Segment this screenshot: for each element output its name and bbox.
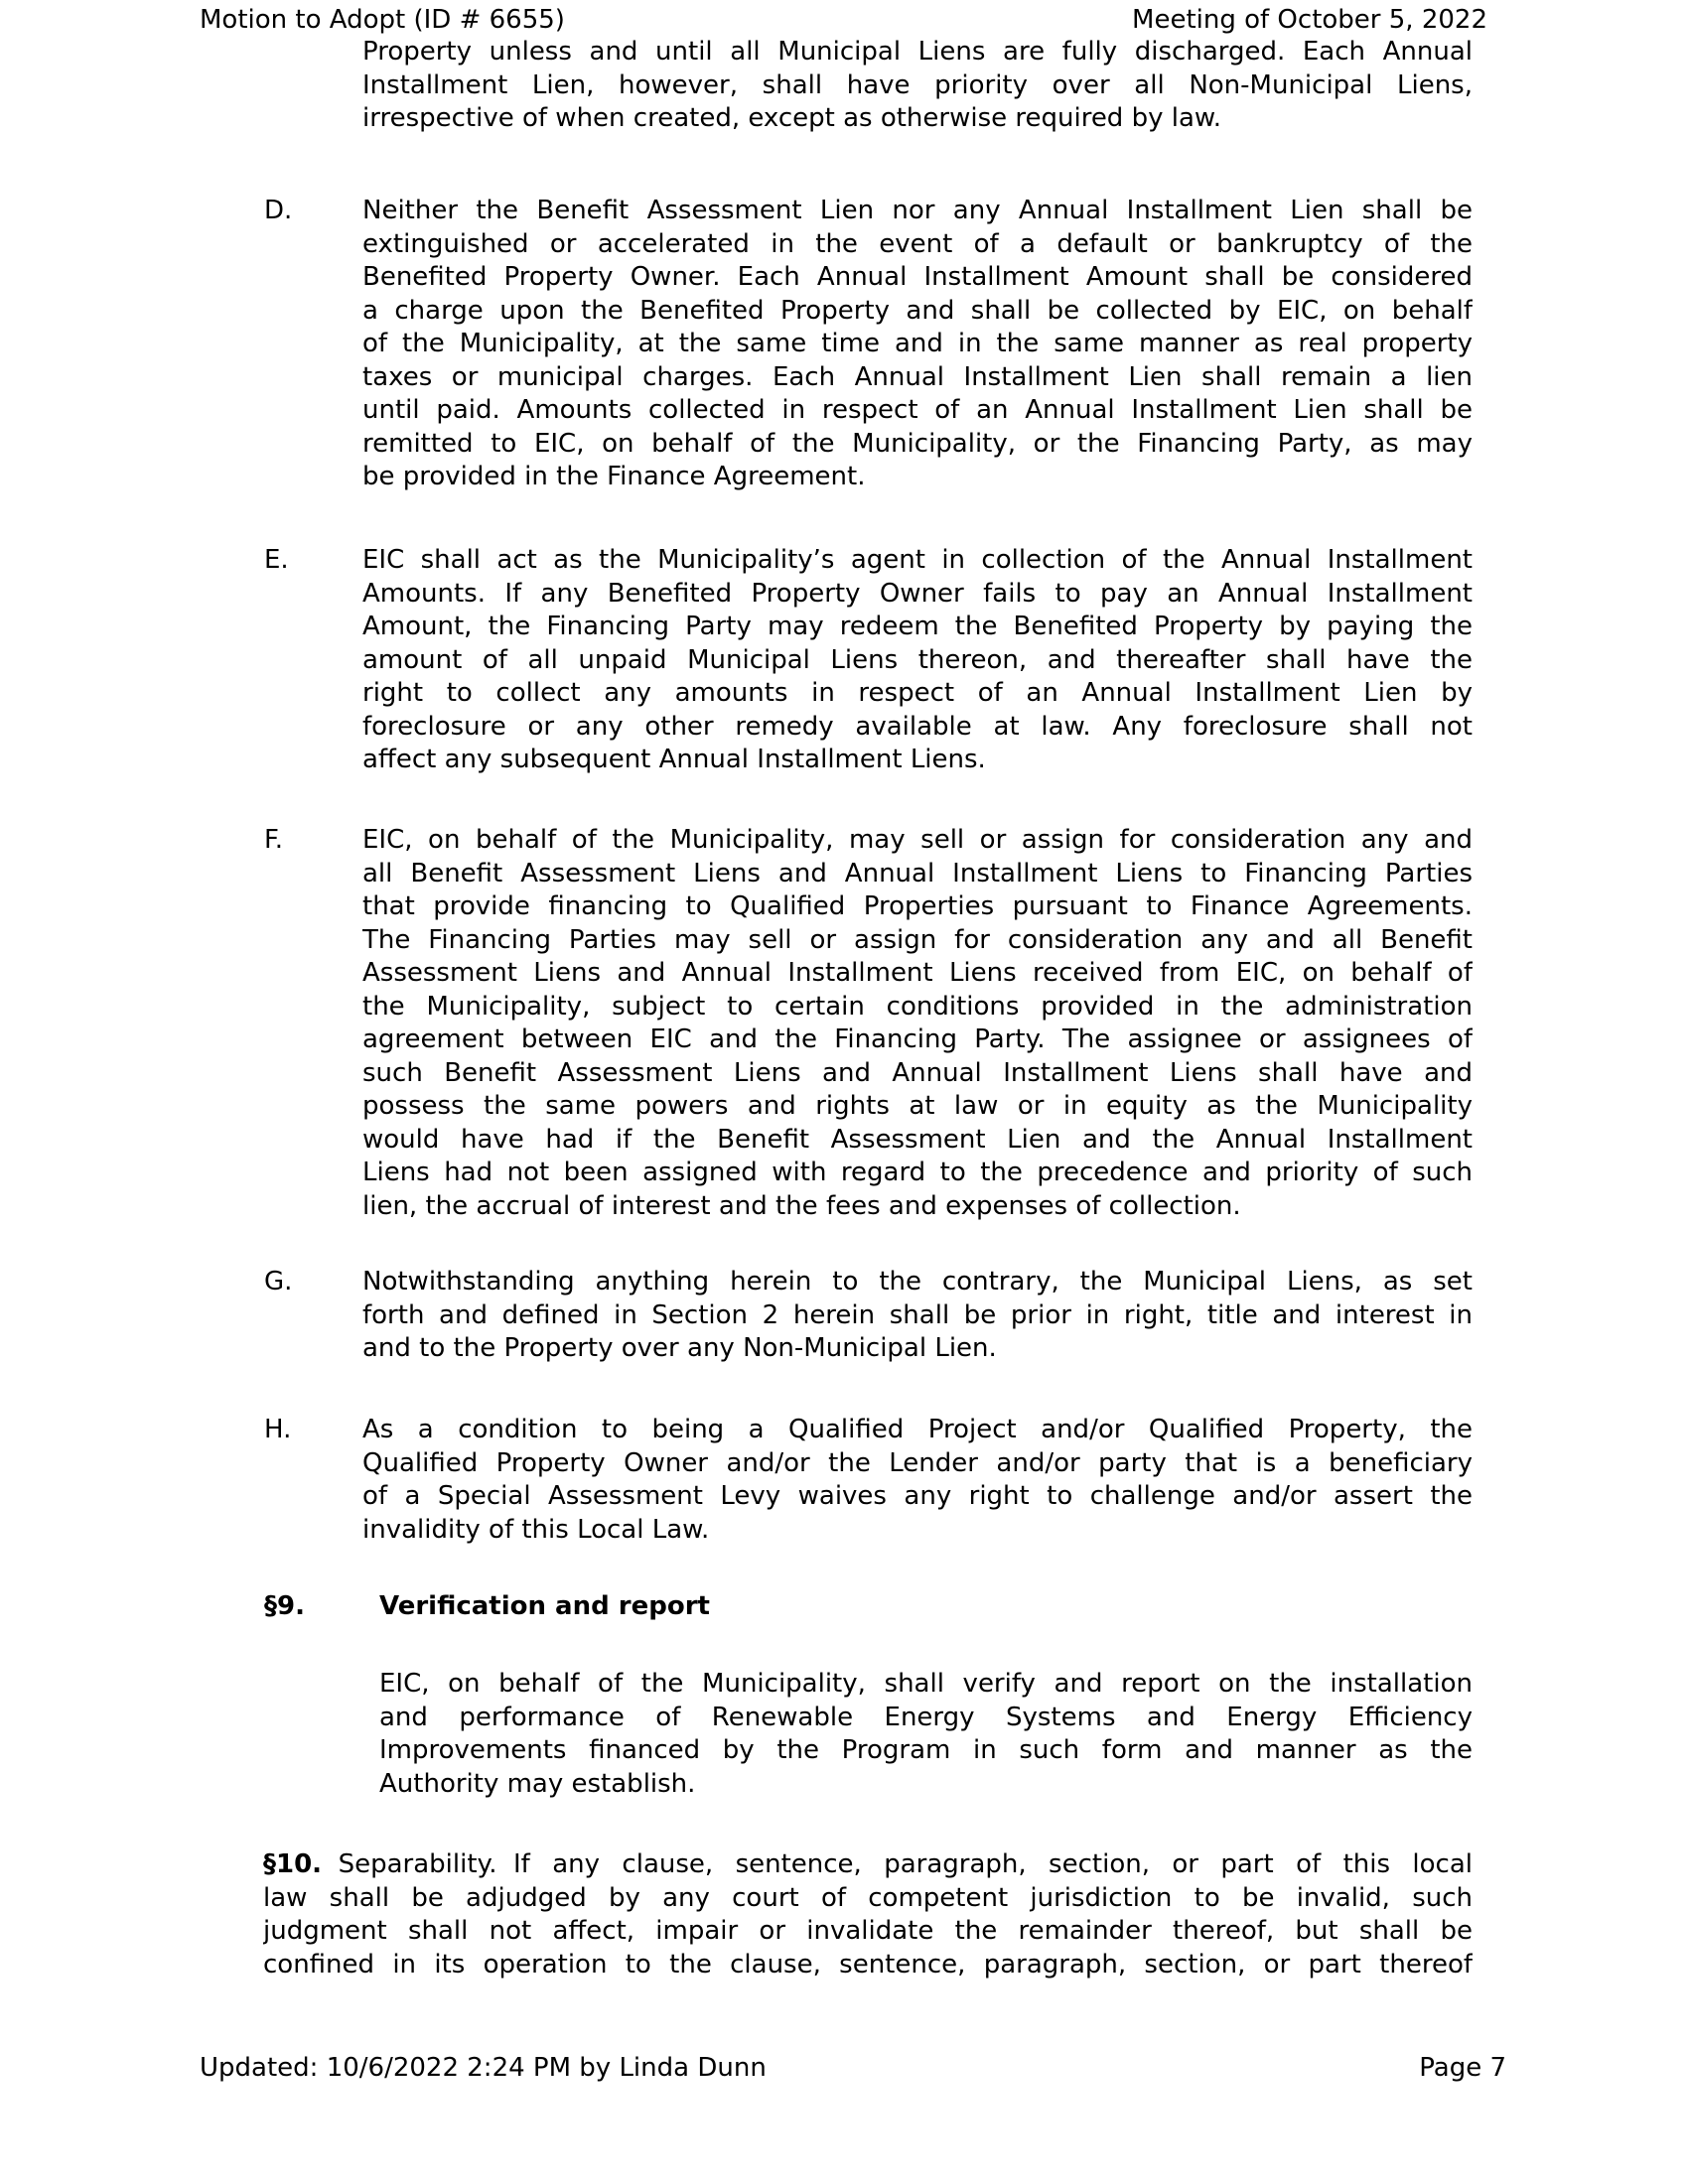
item-paragraph-e (362, 544, 1473, 777)
text-line: Amount, the Financing Party may redeem the Benefited Property by paying the (362, 612, 1473, 641)
text-line: invalidity of this Local Law. (362, 1514, 710, 1545)
section-9-number: §9. (264, 1591, 305, 1621)
item-label-d: D. (264, 196, 293, 225)
section-10-first-line (263, 1848, 1473, 1882)
text-line: amount of all unpaid Municipal Liens thereon, and thereafter shall have the (362, 644, 1473, 675)
text-line: forth and defined in Section 2 herein shall be prior in right, title and interest in (362, 1299, 1473, 1330)
text-line: until paid. Amounts collected in respect of an Annual Installment Lien shall be (362, 395, 1473, 425)
header-meeting-date: Meeting of October 5, 2022 (1132, 5, 1487, 35)
text-line: be provided in the Finance Agreement. (362, 462, 866, 491)
item-label-h: H. (264, 1415, 292, 1444)
text-line: right to collect any amounts in respect of an Annual Installment Lien by (362, 678, 1473, 708)
text-line: Assessment Liens and Annual Installment Liens received from EIC, on behalf of (362, 958, 1473, 988)
item-paragraph-g (362, 1266, 1473, 1366)
text-line: agreement between EIC and the Financing Party. The assignee or assignees of (362, 1024, 1473, 1054)
footer-page-number: Page 7 (1419, 2053, 1506, 2083)
text-line: lien, the accrual of interest and the fees and expenses of collection. (362, 1190, 1241, 1221)
text-line: taxes or municipal charges. Each Annual Installment Lien shall remain a lien (362, 361, 1473, 392)
item-label-f: F. (264, 825, 284, 855)
text-line: EIC, on behalf of the Municipality, may sell or assign for consideration any and (362, 825, 1473, 855)
text-line: confined in its operation to the clause, sentence, paragraph, section, or part thereof (263, 1949, 1473, 1979)
text-line: law shall be adjudged by any court of competent jurisdiction to be invalid, such (263, 1882, 1473, 1913)
text-line: As a condition to being a Qualified Project and/or Qualified Property, the (362, 1415, 1473, 1444)
text-line: EIC, on behalf of the Municipality, shall verify and report on the installation (379, 1669, 1473, 1699)
text-line: the Municipality, subject to certain conditions provided in the administration (362, 991, 1473, 1022)
text-line: If any clause, sentence, paragraph, section, or part of this local (513, 1849, 1473, 1879)
text-line: extinguished or accelerated in the event of a default or bankruptcy of the (362, 228, 1473, 259)
text-line: Qualified Property Owner and/or the Lender and/or party that is a beneficiary (362, 1447, 1473, 1478)
text-line: possess the same powers and rights at law or in equity as the Municipality (362, 1091, 1473, 1121)
text-line: a charge upon the Benefited Property and shall be collected by EIC, on behalf (362, 295, 1473, 326)
text-line: foreclosure or any other remedy available at law. Any foreclosure shall not (362, 711, 1473, 742)
text-line: Liens had not been assigned with regard to the precedence and priority of such (362, 1158, 1473, 1187)
text-line: Amounts. If any Benefited Property Owner fails to pay an Annual Installment (362, 578, 1473, 609)
text-line: that provide financing to Qualified Properties pursuant to Finance Agreements. (362, 891, 1473, 921)
text-line: and to the Property over any Non-Municipal Lien. (362, 1333, 997, 1363)
item-paragraph-d (362, 195, 1473, 494)
header-motion-id: Motion to Adopt (ID # 6655) (200, 5, 565, 35)
text-line: Authority may establish. (379, 1768, 696, 1799)
text-line: Benefited Property Owner. Each Annual Installment Amount shall be considered (362, 262, 1473, 292)
text-line: Notwithstanding anything herein to the contrary, the Municipal Liens, as set (362, 1267, 1473, 1297)
section-10-number: §10. (263, 1849, 323, 1879)
text-line: of the Municipality, at the same time and in the same manner as real property (362, 329, 1473, 358)
text-line: would have had if the Benefit Assessment Lien and the Annual Installment (362, 1124, 1473, 1155)
item-paragraph-h (362, 1414, 1473, 1547)
text-line: all Benefit Assessment Liens and Annual Installment Liens to Financing Parties (362, 858, 1473, 888)
text-line: irrespective of when created, except as otherwise required by law. (362, 103, 1222, 133)
section-9-heading: Verification and report (379, 1591, 710, 1621)
text-line: such Benefit Assessment Liens and Annual Installment Liens shall have and (362, 1057, 1473, 1088)
text-line: EIC shall act as the Municipality’s agent in collection of the Annual Installment (362, 545, 1473, 575)
item-label-g: G. (264, 1267, 293, 1297)
text-line: of a Special Assessment Levy waives any right to challenge and/or assert the (362, 1481, 1473, 1511)
text-line: judgment shall not affect, impair or invalidate the remainder thereof, but shall be (263, 1916, 1473, 1946)
text-line: affect any subsequent Annual Installment Liens. (362, 745, 986, 774)
text-line: Neither the Benefit Assessment Lien nor any Annual Installment Lien shall be (362, 196, 1473, 225)
footer-updated: Updated: 10/6/2022 2:24 PM by Linda Dunn (200, 2053, 767, 2083)
text-line: remitted to EIC, on behalf of the Municipality, or the Financing Party, as may (362, 428, 1473, 459)
text-line: Property unless and until all Municipal Liens are fully discharged. Each Annual (362, 37, 1473, 67)
item-paragraph-f (362, 824, 1473, 1223)
section-10-paragraph (263, 1848, 1473, 1981)
section-9-paragraph (379, 1668, 1473, 1801)
text-line: The Financing Parties may sell or assign for consideration any and all Benefit (362, 924, 1473, 955)
section-10-title: Separability. (338, 1849, 497, 1879)
text-line: and performance of Renewable Energy Systems and Energy Efficiency (379, 1702, 1473, 1732)
continuation-paragraph (362, 36, 1473, 136)
text-line: Installment Lien, however, shall have priority over all Non-Municipal Liens, (362, 69, 1473, 100)
text-line: Improvements financed by the Program in such form and manner as the (379, 1735, 1473, 1765)
item-label-e: E. (264, 545, 289, 575)
